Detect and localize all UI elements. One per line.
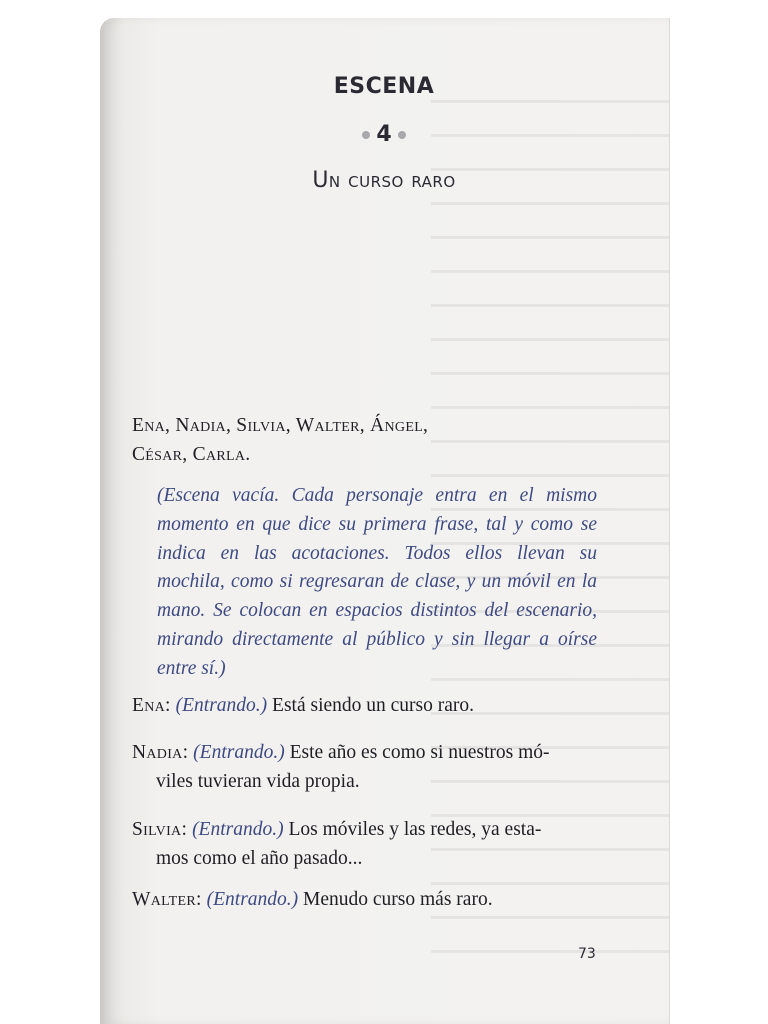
speaker-name: Walter: [132, 889, 202, 910]
ornament-dot-left-outer [362, 131, 370, 139]
scene-label: ESCENA [333, 74, 435, 99]
dialogue-text-continued: viles tuvieran vida propia. [156, 771, 360, 792]
character-list [132, 411, 594, 469]
dialogue-line-nadia [132, 738, 598, 796]
stage-note: (Entrando.) [192, 819, 284, 840]
scene-title: Un curso raro [312, 168, 456, 193]
stage-note: (Entrando.) [206, 889, 299, 910]
page-number: 73 [578, 946, 596, 962]
dialogue-line-walter [132, 885, 598, 914]
dialogue-line-ena [132, 691, 598, 720]
dialogue-line-silvia [132, 815, 598, 873]
character-list-line-1: Ena, Nadia, Silvia, Walter, Ángel, [132, 415, 429, 436]
dialogue-text-continued: mos como el año pasado... [156, 848, 363, 869]
stage-direction: (Escena vacía. Cada personaje entra en el mismo momento en que dice su primera frase, tal y como se indica en las acotaciones. Todos ellos llevan su mochila, como si regresaran de clase, y un móvil en la mano. Se colocan en espacios distintos del escenario, mirando directamente al público y sin llegar a oírse entre sí.) [157, 485, 597, 679]
dialogue-text: Este año es como si nuestros mó- [289, 742, 550, 763]
stage-note: (Entrando.) [175, 695, 268, 716]
speaker-name: Nadia: [132, 742, 189, 763]
scene-number-block [0, 122, 768, 147]
scene-number: 4 [376, 122, 392, 147]
dialogue-text: Los móviles y las redes, ya esta- [288, 819, 542, 840]
speaker-name: Ena: [132, 695, 171, 716]
speaker-name: Silvia: [132, 819, 188, 840]
character-list-line-2: César, Carla. [132, 444, 251, 465]
ornament-dot-right-outer [398, 131, 406, 139]
stage-note: (Entrando.) [193, 742, 285, 763]
dialogue-text: Está siendo un curso raro. [272, 695, 475, 716]
dialogue-text: Menudo curso más raro. [303, 889, 493, 910]
